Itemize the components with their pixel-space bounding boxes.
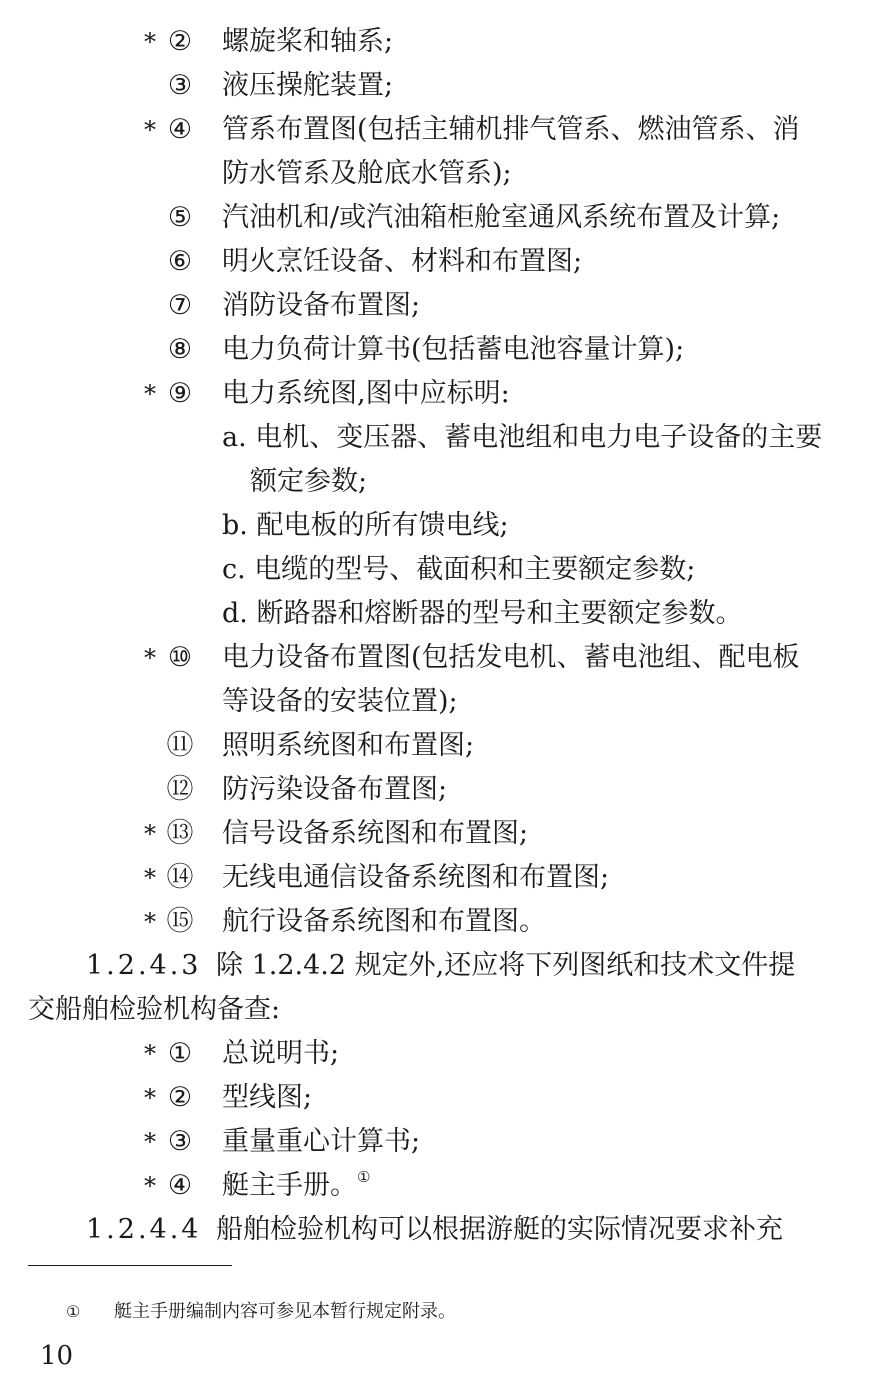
item-text: 液压操舵装置; — [222, 70, 394, 101]
list-item — [0, 64, 869, 108]
item-text: 管系布置图(包括主辅机排气管系、燃油管系、消 — [222, 114, 800, 145]
item-text-continuation: 等设备的安装位置); — [222, 686, 458, 717]
list-item — [0, 108, 869, 152]
item-text: 电力系统图,图中应标明: — [222, 378, 510, 409]
item-text-body: 艇主手册。 — [222, 1170, 357, 1201]
sub-list-item — [0, 592, 869, 636]
list-item — [0, 1120, 869, 1164]
item-number: ⑪ — [166, 730, 194, 761]
list-item — [0, 196, 869, 240]
item-number: ② — [167, 26, 193, 57]
item-number: ⑨ — [167, 378, 193, 409]
item-text — [222, 1164, 370, 1208]
sub-item-text: d. 断路器和熔断器的型号和主要额定参数。 — [222, 598, 743, 629]
item-text-continuation: 防水管系及舱底水管系); — [222, 158, 512, 189]
footnote-divider — [28, 1265, 232, 1266]
paragraph-text: 船舶检验机构可以根据游艇的实际情况要求补充 — [216, 1214, 783, 1245]
list-item — [0, 328, 869, 372]
list-item — [0, 284, 869, 328]
list-item — [0, 372, 869, 416]
list-item — [0, 1032, 869, 1076]
item-number: ① — [167, 1038, 193, 1069]
item-number: ⑥ — [167, 246, 193, 277]
item-text: 电力设备布置图(包括发电机、蓄电池组、配电板 — [222, 642, 800, 673]
item-text: 汽油机和/或汽油箱柜舱室通风系统布置及计算; — [222, 202, 781, 233]
item-text: 重量重心计算书; — [222, 1126, 421, 1157]
page-number: 10 — [40, 1341, 74, 1371]
list-item — [0, 1076, 869, 1120]
sub-list-item — [0, 416, 869, 460]
item-number: ④ — [167, 114, 193, 145]
item-text: 无线电通信设备系统图和布置图; — [222, 862, 610, 893]
item-number: ③ — [167, 70, 193, 101]
list-item — [0, 20, 869, 64]
paragraph-1-2-4-3 — [0, 944, 869, 988]
required-star: * — [144, 1172, 156, 1200]
sub-item-text: c. 电缆的型号、截面积和主要额定参数; — [222, 554, 696, 585]
paragraph-1-2-4-4 — [0, 1208, 869, 1252]
item-number: ⑩ — [167, 642, 193, 673]
list-item — [0, 1164, 869, 1208]
sub-list-item — [0, 548, 869, 592]
required-star: * — [144, 820, 156, 848]
sub-item-text: b. 配电板的所有馈电线; — [222, 510, 509, 541]
item-number: ⑫ — [166, 774, 194, 805]
footnote-reference[interactable]: ① — [357, 1168, 371, 1186]
item-number: ④ — [167, 1170, 193, 1201]
sub-item-text: a. 电机、变压器、蓄电池组和电力电子设备的主要 — [222, 422, 823, 453]
required-star: * — [144, 28, 156, 56]
list-item — [0, 724, 869, 768]
item-text: 信号设备系统图和布置图; — [222, 818, 529, 849]
item-number: ③ — [167, 1126, 193, 1157]
item-number: ⑧ — [167, 334, 193, 365]
paragraph-text: 除 1.2.4.2 规定外,还应将下列图纸和技术文件提 — [216, 950, 796, 981]
list-item-continuation — [0, 152, 869, 196]
item-number: ⑬ — [166, 818, 194, 849]
sub-item-text-continuation: 额定参数; — [250, 466, 368, 497]
list-item-continuation — [0, 680, 869, 724]
item-text: 航行设备系统图和布置图。 — [222, 906, 546, 937]
item-text: 明火烹饪设备、材料和布置图; — [222, 246, 583, 277]
list-item — [0, 856, 869, 900]
item-number: ⑮ — [166, 906, 194, 937]
list-item — [0, 240, 869, 284]
item-number: ⑭ — [166, 862, 194, 893]
item-text: 电力负荷计算书(包括蓄电池容量计算); — [222, 334, 685, 365]
required-star: * — [144, 908, 156, 936]
list-item — [0, 812, 869, 856]
required-star: * — [144, 1084, 156, 1112]
item-number: ⑤ — [167, 202, 193, 233]
list-item — [0, 900, 869, 944]
item-text: 照明系统图和布置图; — [222, 730, 475, 761]
paragraph-number: 1.2.4.4 — [86, 1214, 202, 1245]
paragraph-text-continuation: 交船舶检验机构备查: — [28, 994, 281, 1025]
required-star: * — [144, 864, 156, 892]
item-text: 总说明书; — [222, 1038, 340, 1069]
item-text: 型线图; — [222, 1082, 313, 1113]
sub-list-item-continuation — [0, 460, 869, 504]
list-item — [0, 636, 869, 680]
required-star: * — [144, 1040, 156, 1068]
required-star: * — [144, 644, 156, 672]
list-item — [0, 768, 869, 812]
required-star: * — [144, 380, 156, 408]
footnote-text: 艇主手册编制内容可参见本暂行规定附录。 — [114, 1301, 456, 1322]
footnote-mark: ① — [66, 1302, 81, 1321]
item-text: 消防设备布置图; — [222, 290, 421, 321]
item-number: ② — [167, 1082, 193, 1113]
required-star: * — [144, 116, 156, 144]
paragraph-number: 1.2.4.3 — [86, 950, 202, 981]
required-star: * — [144, 1128, 156, 1156]
item-number: ⑦ — [167, 290, 193, 321]
item-text: 螺旋桨和轴系; — [222, 26, 394, 57]
sub-list-item — [0, 504, 869, 548]
footnote — [0, 1297, 869, 1327]
item-text: 防污染设备布置图; — [222, 774, 448, 805]
paragraph-continuation — [0, 988, 869, 1032]
